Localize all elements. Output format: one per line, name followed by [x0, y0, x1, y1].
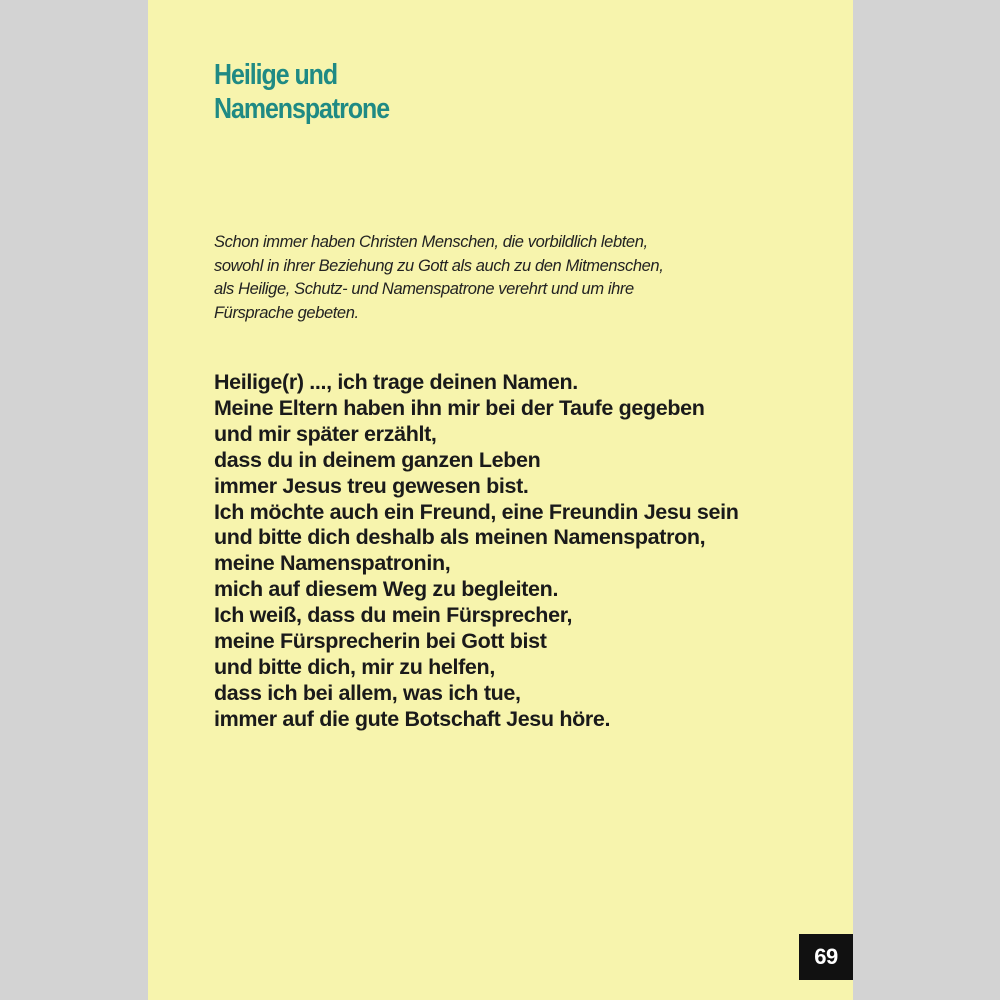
prayer-line: und bitte dich deshalb als meinen Namenspatron,: [214, 525, 706, 550]
prayer-line: und bitte dich, mir zu helfen,: [214, 654, 495, 679]
prayer-line: meine Fürsprecherin bei Gott bist: [214, 629, 547, 654]
intro-line: Schon immer haben Christen Menschen, die vorbildlich lebten,: [214, 233, 648, 251]
prayer-line: immer auf die gute Botschaft Jesu höre.: [214, 706, 611, 731]
prayer-line: mich auf diesem Weg zu begleiten.: [214, 577, 559, 602]
page-number: 69: [799, 934, 853, 980]
prayer-line: Ich möchte auch ein Freund, eine Freundin Jesu sein: [214, 499, 739, 524]
prayer-line: und mir später erzählt,: [214, 421, 437, 446]
prayer-line: meine Namenspatronin,: [214, 551, 451, 576]
intro-line: sowohl in ihrer Beziehung zu Gott als auch zu den Mitmenschen,: [214, 256, 664, 275]
prayer-line: immer Jesus treu gewesen bist.: [214, 473, 529, 498]
prayer-line: dass du in deinem ganzen Leben: [214, 447, 541, 472]
intro-paragraph: [214, 231, 814, 325]
intro-line: als Heilige, Schutz- und Namenspatrone verehrt und um ihre: [214, 280, 634, 298]
document-page: [148, 0, 853, 1000]
page-title-line: Heilige und: [214, 59, 338, 91]
page-title-line: Namenspatrone: [214, 93, 390, 125]
prayer-text: [214, 370, 834, 733]
page-title: [214, 58, 389, 126]
prayer-line: dass ich bei allem, was ich tue,: [214, 680, 521, 705]
prayer-line: Ich weiß, dass du mein Fürsprecher,: [214, 603, 573, 628]
intro-line: Fürsprache gebeten.: [214, 303, 359, 322]
prayer-line: Meine Eltern haben ihn mir bei der Taufe gegeben: [214, 395, 705, 420]
prayer-line: Heilige(r) ..., ich trage deinen Namen.: [214, 370, 578, 394]
